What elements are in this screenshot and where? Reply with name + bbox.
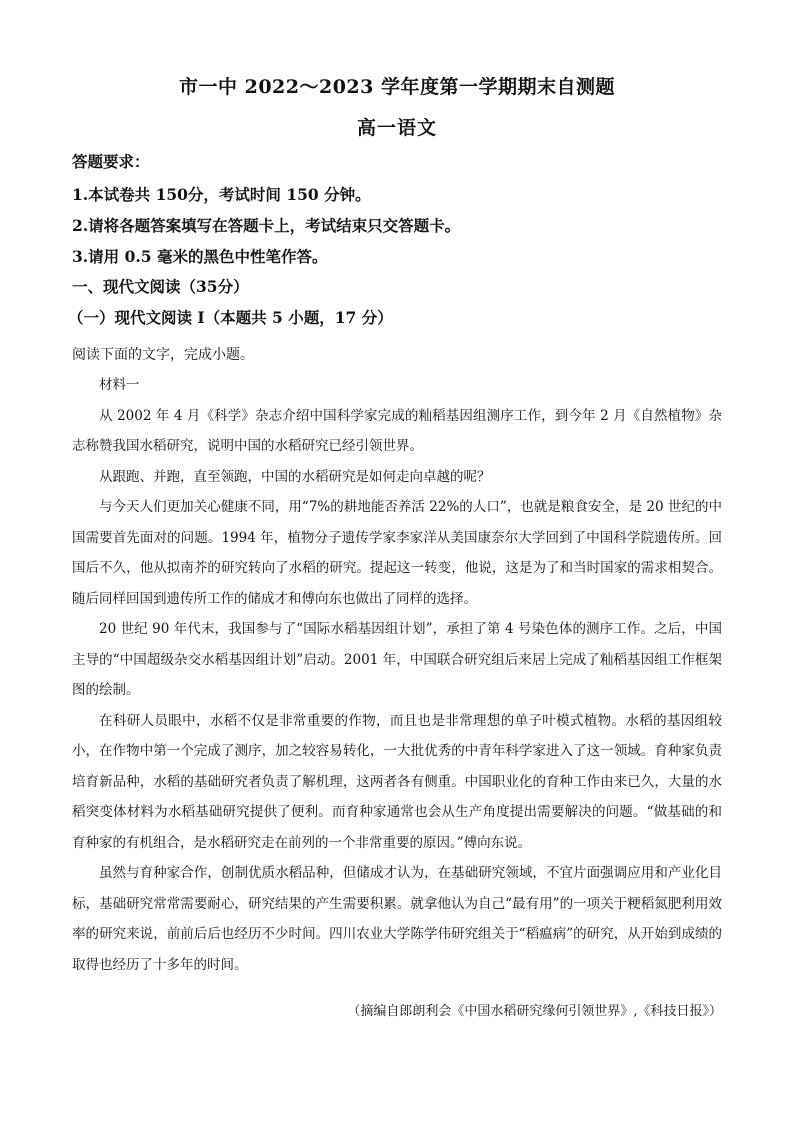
material-paragraph-3: 与今天人们更加关心健康不同，用“7%的耕地能否养活 22%的人口”，也就是粮食安全，是 20 世纪的中国需要首先面对的问题。1994 年，植物分子遗传学家李家洋从美国康奈尔大学回到了中国科学院遗传所。回国后不久，他从拟南芥的研究转向了水稻的研究。提起这一转变，他说，这是为了和当时国家的需求相契合。随后同样回国到遗传所工作的储成才和傅向东也做出了同样的选择。 [72, 499, 722, 607]
material-source: （摘编自郎朗利会《中国水稻研究缘何引领世界》,《科技日报》） [347, 1004, 722, 1019]
material-paragraph-2: 从跟跑、并跑，直至领跑，中国的水稻研究是如何走向卓越的呢？ [99, 468, 491, 485]
material-paragraph-6: 虽然与育种家合作，创制优质水稻品种，但储成才认为，在基础研究领域，不宜片面强调应用和产业化目标，基础研究常常需要耐心，研究结果的产生需要积累。就拿他认为自己“最有用”的一项关于粳稻氮肥利用效率的研究来说，前前后后也经历不少时间。四川农业大学陈学伟研究组关于“稻瘟病”的研究，从开始到成绩的取得也经历了十多年的时间。 [72, 865, 722, 973]
requirements-heading: 答题要求： [72, 152, 150, 171]
requirement-item-2: 2.请将各题答案填写在答题卡上，考试结束只交答题卡。 [72, 216, 461, 235]
requirement-item-3: 3.请用 0.5 毫米的黑色中性笔作答。 [72, 247, 328, 266]
material-paragraph-1: 从 2002 年 4 月《科学》杂志介绍中国科学家完成的籼稻基因组测序工作，到今年 2 月《自然植物》杂志称赞我国水稻研究，说明中国的水稻研究已经引领世界。 [72, 407, 722, 454]
section-title: 一、现代文阅读（35分） [72, 277, 249, 296]
reading-instruction: 阅读下面的文字，完成小题。 [72, 347, 254, 363]
material-paragraph-5: 在科研人员眼中，水稻不仅是非常重要的作物，而且也是非常理想的单子叶模式植物。水稻的基因组较小，在作物中第一个完成了测序，加之较容易转化，一大批优秀的中青年科学家进入了这一领域。育种家负责培育新品种，水稻的基础研究者负责了解机理，这两者各有侧重。中国职业化的育种工作由来已久，大量的水稻突变体材料为水稻基础研究提供了便利。而育种家通常也会从生产角度提出需要解决的问题。“做基础的和育种家的有机组合，是水稻研究走在前列的一个非常重要的原因。”傅向东说。 [72, 712, 722, 851]
requirement-item-1: 1.本试卷共 150分，考试时间 150 分钟。 [72, 185, 371, 204]
material-paragraph-4: 20 世纪 90 年代末，我国参与了“国际水稻基因组计划”，承担了第 4 号染色体的测序工作。之后，中国主导的“中国超级杂交水稻基因组计划”启动。2001 年，中国联合研究组后来居上完成了籼稻基因组工作框架图的绘制。 [72, 621, 722, 698]
material-body [72, 370, 722, 980]
subsection-title: （一）现代文阅读 I（本题共 5 小题，17 分） [68, 308, 393, 327]
material-label: 材料一 [99, 377, 140, 393]
exam-title: 市一中 2022～2023 学年度第一学期期末自测题 [179, 76, 615, 98]
exam-subject: 高一语文 [356, 117, 437, 139]
